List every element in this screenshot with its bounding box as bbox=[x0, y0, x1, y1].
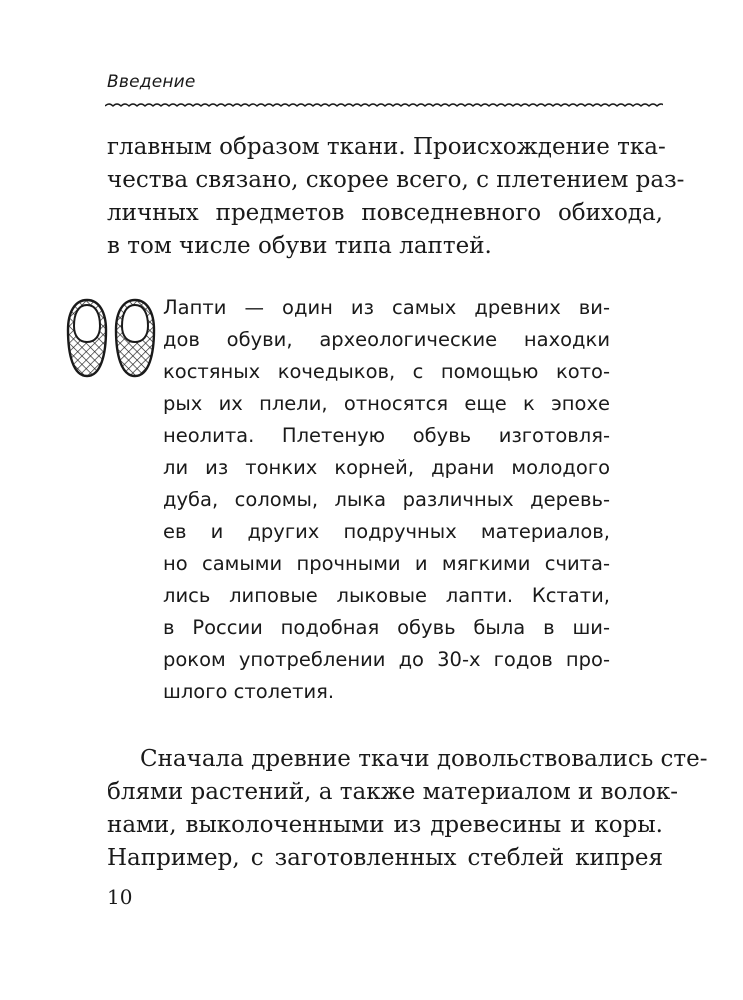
note-line: но самыми прочными и мягкими счита- bbox=[163, 552, 610, 575]
note-line: Лапти — один из самых древних ви- bbox=[163, 296, 610, 319]
note-line: роком употреблении до 30-х годов про- bbox=[163, 648, 610, 671]
text-line: Например, с заготовленных стеблей кипрея bbox=[107, 845, 663, 871]
note-line: лись липовые лыковые лапти. Кстати, bbox=[163, 584, 610, 607]
text-line: блями растений, а также материалом и волок- bbox=[107, 779, 679, 805]
note-line: костяных кочедыков, с помощью кото- bbox=[163, 360, 610, 383]
note-line: дуба, соломы, лыка различных деревь- bbox=[163, 488, 610, 511]
note-line: ев и других подручных материалов, bbox=[163, 520, 610, 543]
header-wavy-rule bbox=[105, 100, 663, 112]
text-line: нами, выколоченными из древесины и коры. bbox=[107, 812, 663, 838]
text-line: в том числе обуви типа лаптей. bbox=[107, 233, 492, 259]
bast-shoes-icon bbox=[65, 296, 160, 380]
note-line: неолита. Плетеную обувь изготовля- bbox=[163, 424, 610, 447]
text-line: личных предметов повседневного обихода, bbox=[107, 200, 663, 226]
running-header: Введение bbox=[107, 72, 196, 92]
text-line: чества связано, скорее всего, с плетением раз- bbox=[107, 167, 685, 193]
note-line: в России подобная обувь была в ши- bbox=[163, 616, 610, 639]
note-line: рых их плели, относятся еще к эпохе bbox=[163, 392, 610, 415]
text-line: Сначала древние ткачи довольствовались сте- bbox=[140, 746, 708, 772]
text-line: главным образом ткани. Происхождение тка- bbox=[107, 134, 666, 160]
page-number: 10 bbox=[107, 885, 133, 909]
note-line: ли из тонких корней, драни молодого bbox=[163, 456, 610, 479]
note-line: шлого столетия. bbox=[163, 680, 335, 703]
note-line: дов обуви, археологические находки bbox=[163, 328, 610, 351]
